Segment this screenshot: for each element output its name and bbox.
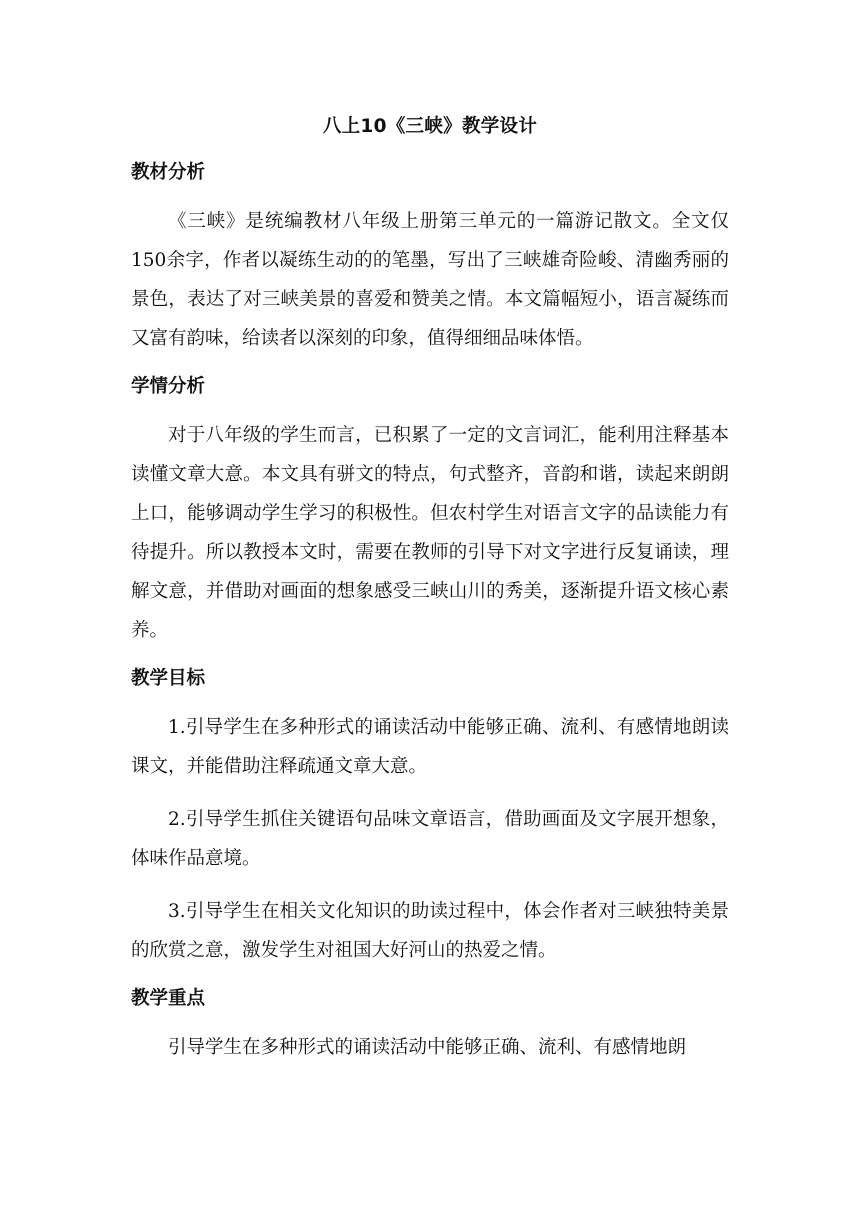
section-heading: 教材分析 <box>131 162 206 183</box>
section-heading: 学情分析 <box>131 376 206 397</box>
paragraph: 《三峡》是统编教材八年级上册第三单元的一篇游记散文。全文仅150余字，作者以凝练生动的的笔墨，写出了三峡雄奇险峻、清幽秀丽的景色，表达了对三峡美景的喜爱和赞美之情。本文篇幅短小，语言凝练而又富有韵味，给读者以深刻的印象，值得细细品味体悟。 <box>131 211 729 349</box>
section-teaching-goals <box>131 664 729 970</box>
paragraph: 引导学生在多种形式的诵读活动中能够正确、流利、有感情地朗 <box>168 1037 687 1058</box>
paragraph: 对于八年级的学生而言，已积累了一定的文言词汇，能利用注释基本读懂文章大意。本文具有骈文的特点，句式整齐，音韵和谐，读起来朗朗上口，能够调动学生学习的积极性。但农村学生对语言文字的品读能力有待提升。所以教授本文时，需要在教师的引导下对文字进行反复诵读，理解文意，并借助对画面的想象感受三峡山川的秀美，逐渐提升语文核心素养。 <box>131 425 729 641</box>
document-page <box>131 112 729 1081</box>
goal-item: 1.引导学生在多种形式的诵读活动中能够正确、流利、有感情地朗读课文，并能借助注释疏通文章大意。 <box>131 717 729 777</box>
section-heading: 教学重点 <box>131 988 206 1009</box>
section-textbook-analysis <box>131 158 729 358</box>
section-student-analysis <box>131 372 729 650</box>
goal-item: 3.引导学生在相关文化知识的助读过程中，体会作者对三峡独特美景的欣赏之意，激发学生对祖国大好河山的热爱之情。 <box>131 901 729 961</box>
document-title: 八上10《三峡》教学设计 <box>322 116 538 137</box>
goal-item: 2.引导学生抓住关键语句品味文章语言，借助画面及文字展开想象，体味作品意境。 <box>131 809 729 869</box>
section-teaching-focus <box>131 984 729 1067</box>
section-heading: 教学目标 <box>131 668 206 689</box>
